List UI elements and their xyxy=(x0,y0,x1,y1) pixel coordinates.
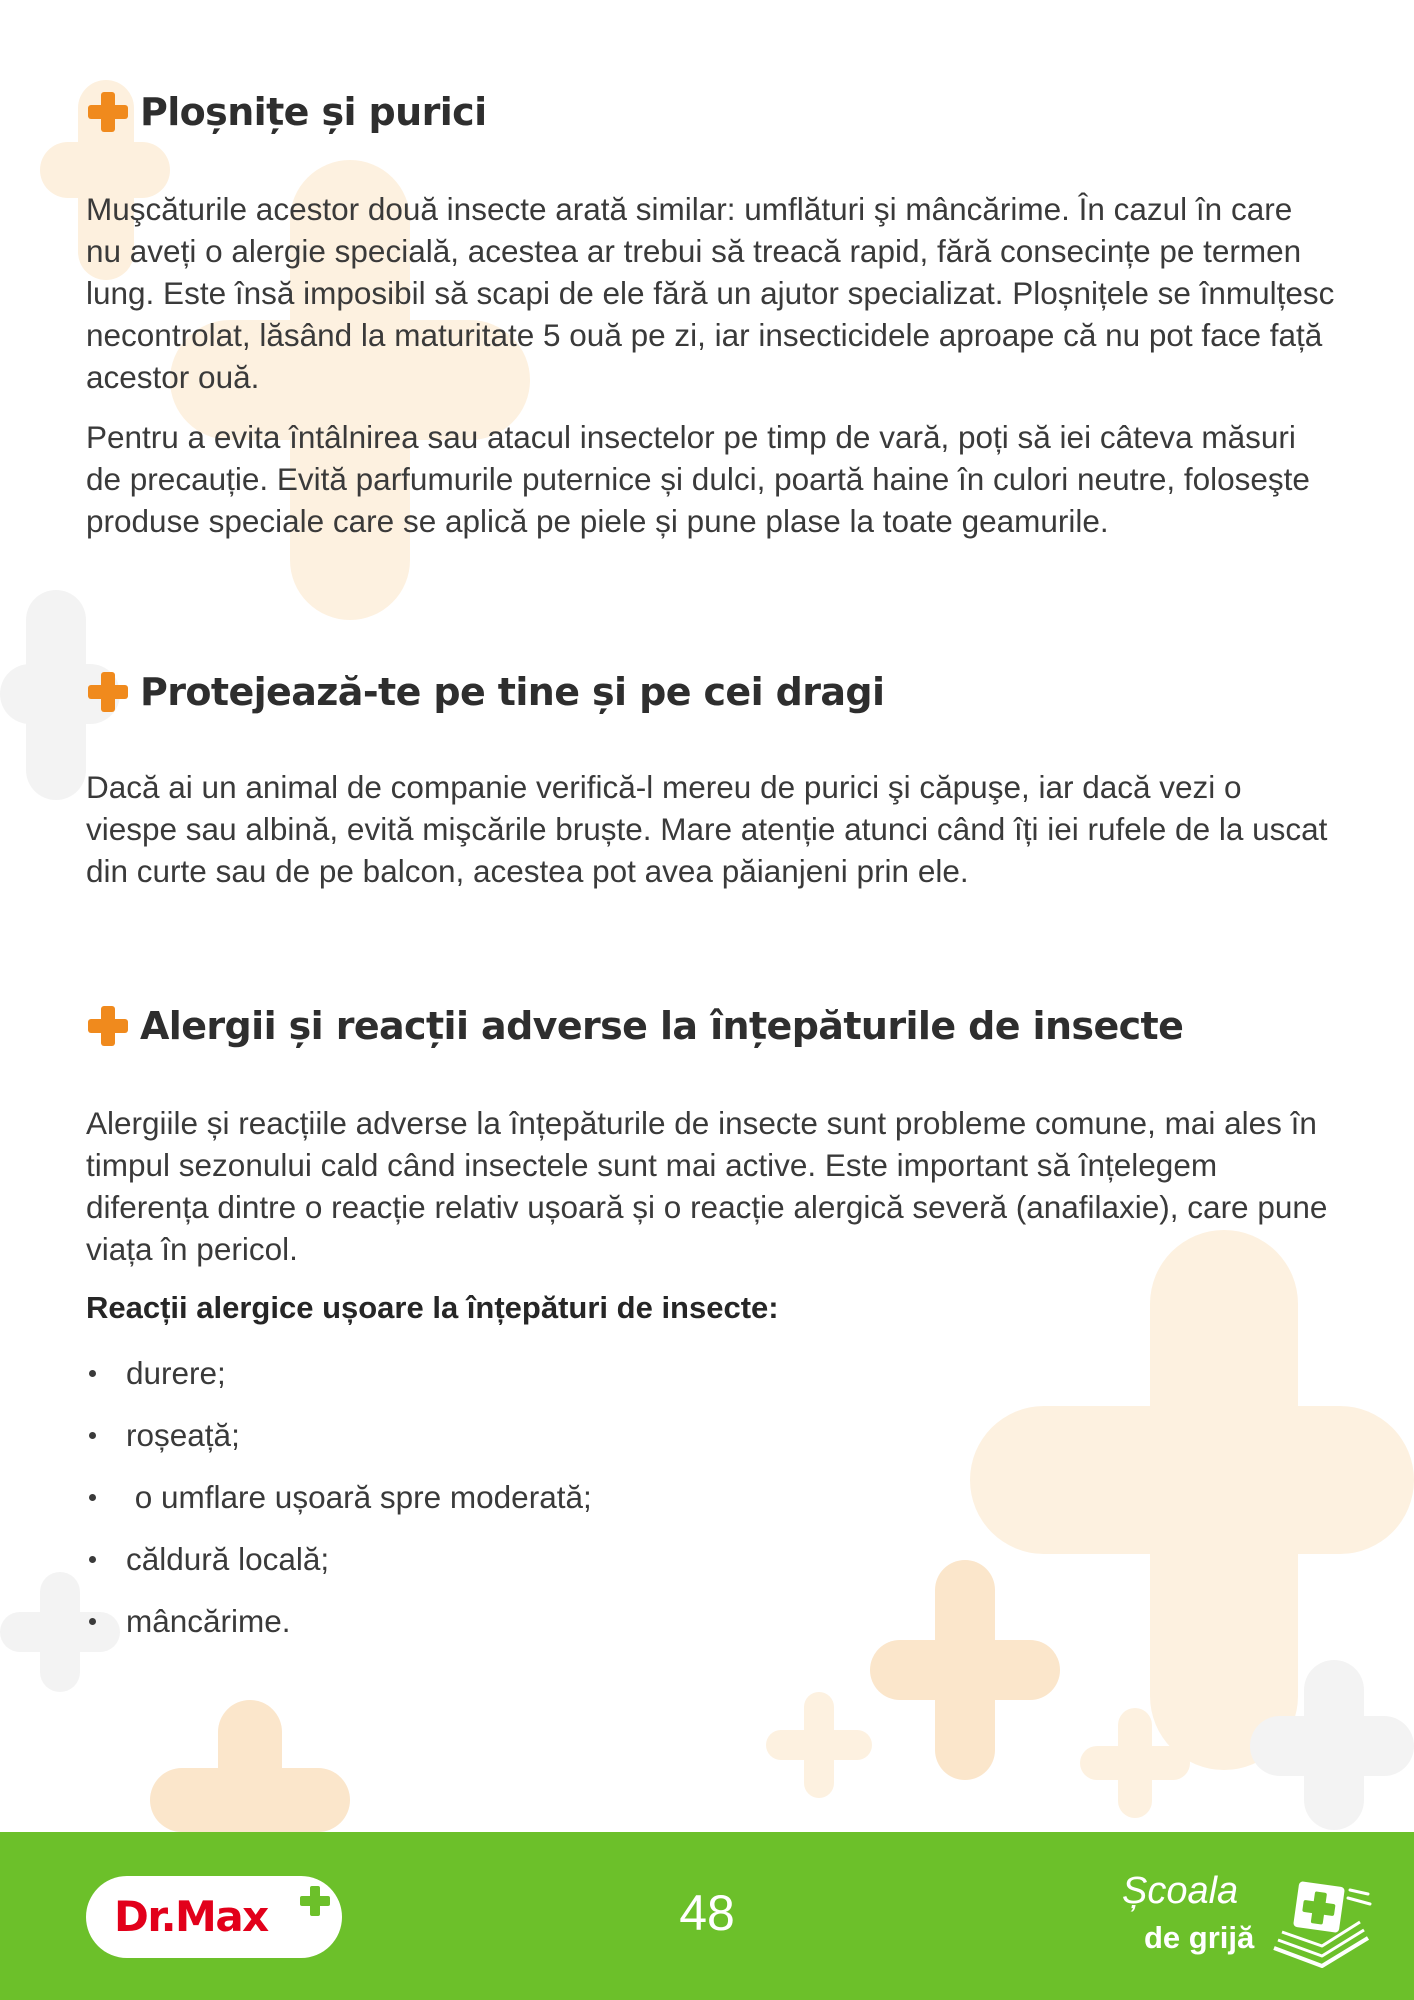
bullet-dot-icon xyxy=(89,1556,96,1563)
symptoms-list xyxy=(86,1352,592,1662)
background-cross-right-edge xyxy=(1250,1660,1414,1830)
list-item-text: o umflare ușoară spre moderată; xyxy=(126,1479,592,1515)
drmax-logo xyxy=(86,1876,342,1958)
list-item-text: roșeață; xyxy=(126,1417,240,1453)
book-plus-icon xyxy=(1268,1878,1374,1974)
page-number: 48 xyxy=(679,1885,735,1941)
list-subheading: Reacții alergice ușoare la înțepături de insecte: xyxy=(86,1290,779,1325)
orange-plus-icon xyxy=(86,670,130,714)
background-cross-bottom-small xyxy=(766,1692,872,1798)
drmax-logo-text: Dr.Max xyxy=(114,1892,268,1941)
footer-bar xyxy=(0,1832,1414,2000)
list-item xyxy=(86,1476,592,1538)
logo-line-2: de grijă xyxy=(1144,1920,1255,1955)
list-item xyxy=(86,1352,592,1414)
bullet-dot-icon xyxy=(89,1432,96,1439)
section-heading-bedbugs-fleas xyxy=(86,90,487,134)
green-plus-icon xyxy=(300,1886,330,1916)
list-item-text: durere; xyxy=(126,1355,226,1391)
bullet-dot-icon xyxy=(89,1370,96,1377)
scoala-de-grija-logo xyxy=(1118,1870,1378,1980)
logo-line-1: Școala xyxy=(1122,1870,1239,1912)
list-item-text: căldură locală; xyxy=(126,1541,330,1577)
section-heading-text: Protejează-te pe tine și pe cei dragi xyxy=(140,670,885,714)
paragraph: Pentru a evita întâlnirea sau atacul insectelor pe timp de vară, poți să iei câteva măsuri de precauție. Evită parfumurile puternice și dulci, poartă haine în culori neutre, foloseşte produse speciale care se aplică pe piele și pune plase la toate geamurile. xyxy=(86,419,1310,539)
bullet-dot-icon xyxy=(89,1618,96,1625)
bullet-dot-icon xyxy=(89,1494,96,1501)
paragraph: Muşcăturile acestor două insecte arată similar: umflături şi mâncărime. În cazul în care nu aveți o alergie specială, acestea ar trebui să treacă rapid, fără consecințe pe termen lung. Este însă imposibil să scapi de ele fără un ajutor specializat. Ploșnițele se înmulțesc necontrolat, lăsând la maturitate 5 ouă pe zi, iar insecticidele aproape că nu pot face față acestor ouă. xyxy=(86,191,1335,395)
section-heading-protect-yourself xyxy=(86,670,884,714)
background-cross-bottom-center xyxy=(870,1560,1060,1780)
section-heading-text: Alergii și reacții adverse la înțepăturile de insecte xyxy=(140,1004,1184,1048)
paragraph: Dacă ai un animal de companie verifică-l mereu de purici şi căpuşe, iar dacă vezi o viespe sau albină, evită mişcările bruște. Mare atenție atunci când îți iei rufele de la uscat din curte sau de pe balcon, acestea pot avea păianjeni prin ele. xyxy=(86,769,1328,889)
list-item-text: mâncărime. xyxy=(126,1603,291,1639)
list-item xyxy=(86,1414,592,1476)
background-cross-bottom-right-small xyxy=(1080,1708,1190,1818)
list-item xyxy=(86,1600,592,1662)
section-heading-text: Ploșnițe și purici xyxy=(140,90,487,134)
paragraph: Alergiile și reacțiile adverse la înțepăturile de insecte sunt probleme comune, mai ales în timpul sezonului cald când insectele sunt mai active. Este important să înțelegem diferența dintre o reacție relativ ușoară și o reacție alergică severă (anafilaxie), care pune viața în pericol. xyxy=(86,1105,1328,1267)
list-item xyxy=(86,1538,592,1600)
orange-plus-icon xyxy=(86,90,130,134)
orange-plus-icon xyxy=(86,1004,130,1048)
section-heading-allergies xyxy=(86,1004,1183,1048)
